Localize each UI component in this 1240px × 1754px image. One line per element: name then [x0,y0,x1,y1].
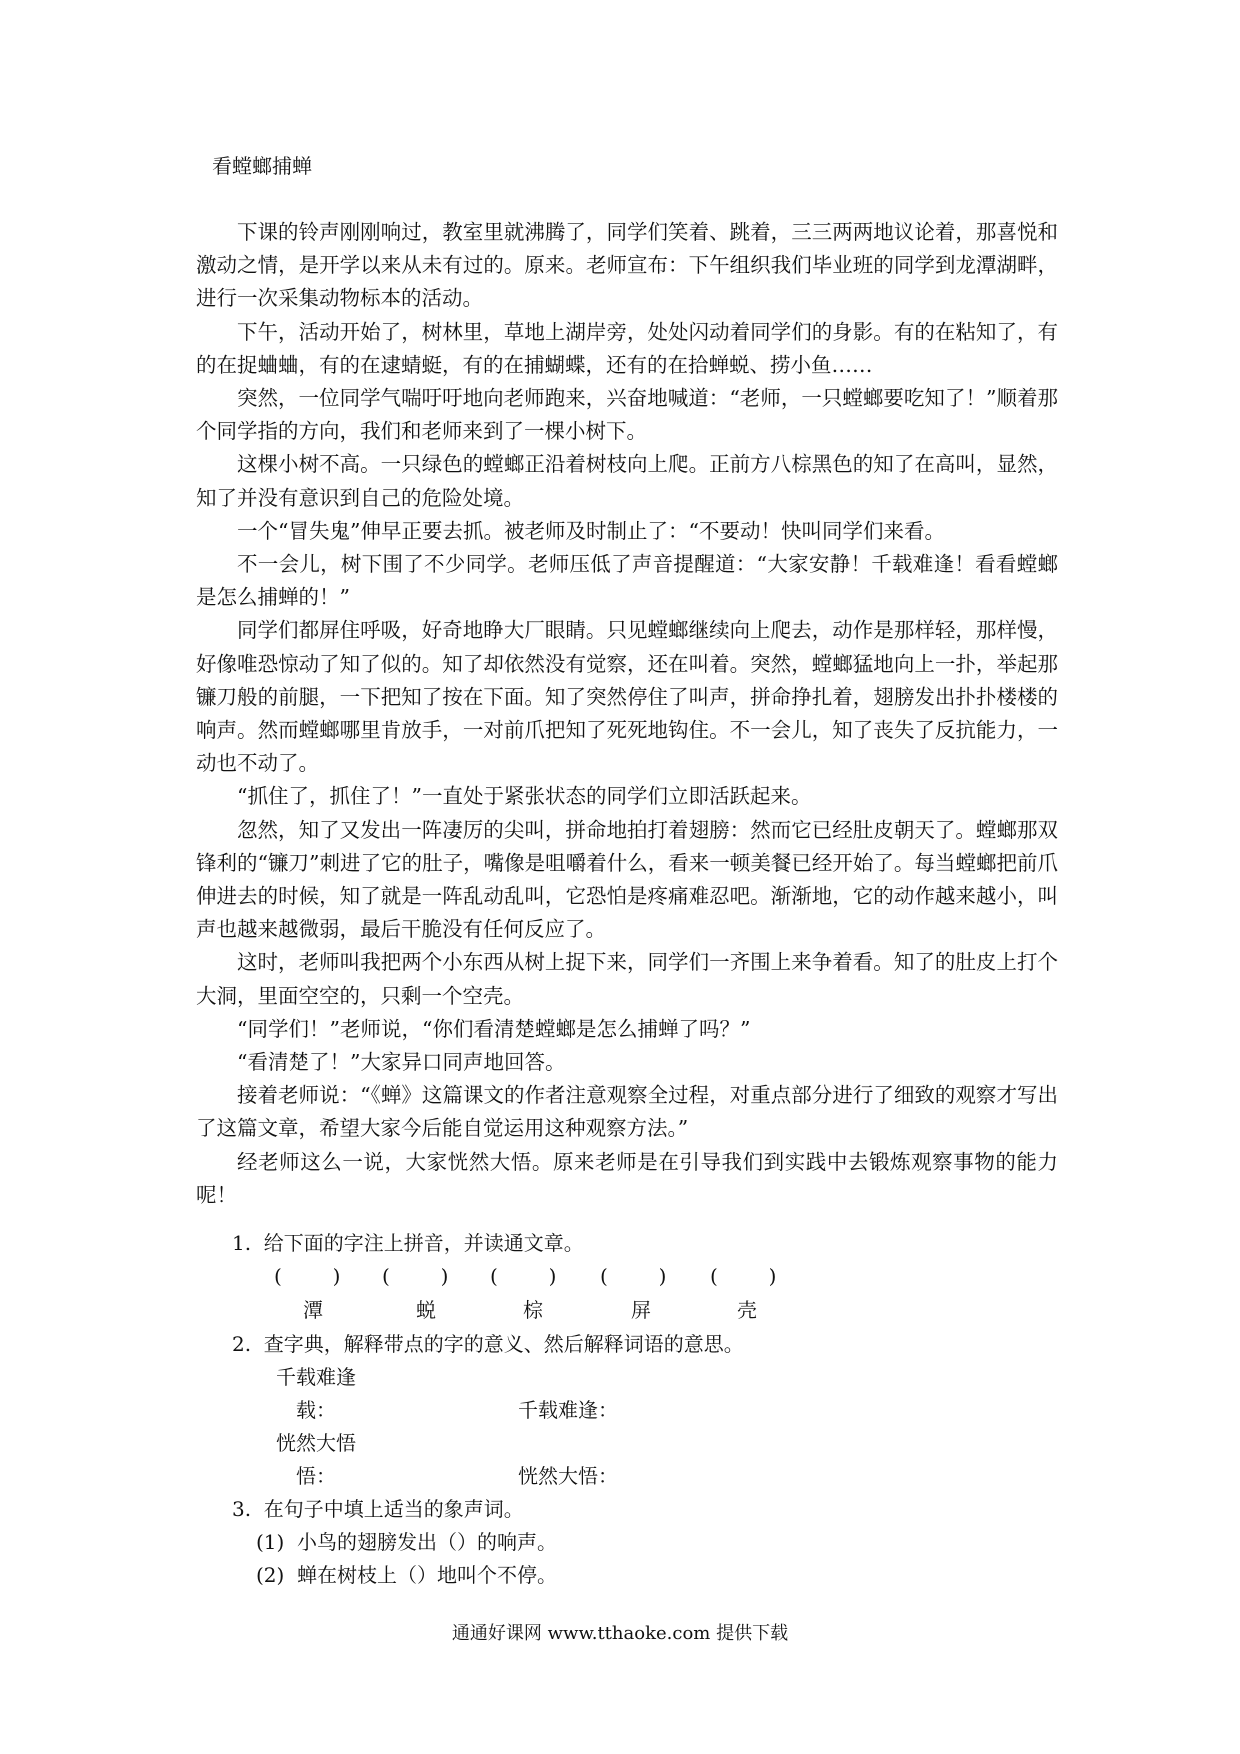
pinyin-blank[interactable]: ( ) [382,1264,449,1288]
pinyin-char: 壳 [737,1298,757,1322]
paragraph: 下课的铃声刚刚响过，教室里就沸腾了，同学们笑着、跳着，三三两两地议论着，那喜悦和激动之情，是开学以来从未有过的。原来。老师宣布：下午组织我们毕业班的同学到龙潭湖畔，进行一次采集动物标本的活动。 [196,220,1058,311]
term-meaning-label: 千载难逢： [518,1398,618,1422]
pinyin-blank[interactable]: ( ) [490,1264,557,1288]
paragraph: 一个“冒失鬼”伸早正要去抓。被老师及时制止了：“不要动！快叫同学们来看。 [237,518,945,543]
article-body [196,216,1058,1212]
term-meaning-label: 恍然大悟： [518,1464,618,1488]
fill-in-item: (2) 蝉在树枝上（）地叫个不停。 [256,1563,558,1587]
paragraph: 这棵小树不高。一只绿色的螳螂正沿着树枝向上爬。正前方八棕黑色的知了在高叫，显然，知了并没有意识到自己的危险处境。 [196,452,1058,510]
paragraph: 同学们都屏住呼吸，好奇地睁大厂眼睛。只见螳螂继续向上爬去，动作是那样轻，那样慢，好像唯恐惊动了知了似的。知了却依然没有觉察，还在叫着。突然，螳螂猛地向上一扑，举起那镰刀般的前腿，一下把知了按在下面。知了突然停住了叫声，拼命挣扎着，翅膀发出扑扑楼楼的响声。然而螳螂哪里肯放手，一对前爪把知了死死地钩住。不一会儿，知了丧失了反抗能力，一动也不动了。 [196,618,1058,776]
article-title: 看螳螂捕蝉 [212,154,312,178]
pinyin-blank[interactable]: ( ) [274,1264,341,1288]
paragraph: “同学们！”老师说，“你们看清楚螳螂是怎么捕蝉了吗？” [237,1016,751,1041]
question-3-prompt: 3. 在句子中填上适当的象声词。 [232,1497,524,1521]
paragraph: “抓住了，抓住了！”一直处于紧张状态的同学们立即活跃起来。 [237,784,812,809]
paragraph: 不一会儿，树下围了不少同学。老师压低了声音提醒道：“大家安静！千载难逢！看看螳螂是怎么捕蝉的！” [196,552,1058,610]
paragraph: 这时，老师叫我把两个小东西从树上捉下来，同学们一齐围上来争着看。知了的肚皮上打个大洞，里面空空的，只剩一个空壳。 [196,950,1058,1008]
pinyin-char: 棕 [523,1298,543,1322]
question-2-prompt: 2. 查字典，解释带点的字的意义、然后解释词语的意思。 [232,1332,744,1356]
paragraph: 下午，活动开始了，树林里，草地上湖岸旁，处处闪动着同学们的身影。有的在粘知了，有的在捉蛐蛐，有的在逮蜻蜓，有的在捕蝴蝶，还有的在拾蝉蜕、捞小鱼…… [196,319,1058,377]
paragraph: 突然，一位同学气喘吁吁地向老师跑来，兴奋地喊道：“老师，一只螳螂要吃知了！”顺着那个同学指的方向，我们和老师来到了一棵小树下。 [196,386,1058,444]
pinyin-char: 屏 [631,1298,651,1322]
paragraph: 忽然，知了又发出一阵凄厉的尖叫，拼命地拍打着翅膀：然而它已经肚皮朝天了。螳螂那双锋利的“镰刀”刺进了它的肚子，嘴像是咀嚼着什么，看来一顿美餐已经开始了。每当螳螂把前爪伸进去的时候，知了就是一阵乱动乱叫，它恐怕是疼痛难忍吧。渐渐地，它的动作越来越小，叫声也越来越微弱，最后干脆没有任何反应了。 [196,817,1058,942]
pinyin-char: 潭 [303,1298,323,1322]
term-heading: 恍然大悟 [276,1431,356,1455]
term-heading: 千载难逢 [276,1365,356,1389]
char-meaning-label: 悟： [296,1464,336,1488]
paragraph: “看清楚了！”大家异口同声地回答。 [237,1050,566,1075]
pinyin-blank[interactable]: ( ) [600,1264,667,1288]
paragraph: 接着老师说：“《蝉》这篇课文的作者注意观察全过程，对重点部分进行了细致的观察才写出了这篇文章，希望大家今后能自觉运用这种观察方法。” [196,1083,1058,1141]
question-1-prompt: 1. 给下面的字注上拼音，并读通文章。 [232,1231,584,1255]
paragraph: 经老师这么一说，大家恍然大悟。原来老师是在引导我们到实践中去锻炼观察事物的能力呢！ [196,1149,1058,1207]
pinyin-char: 蜕 [416,1298,436,1322]
fill-in-item: (1) 小鸟的翅膀发出（）的响声。 [256,1530,558,1554]
pinyin-blank[interactable]: ( ) [710,1264,777,1288]
char-meaning-label: 载： [296,1398,336,1422]
page-footer: 通通好课网 www.tthaoke.com 提供下载 [451,1623,789,1644]
